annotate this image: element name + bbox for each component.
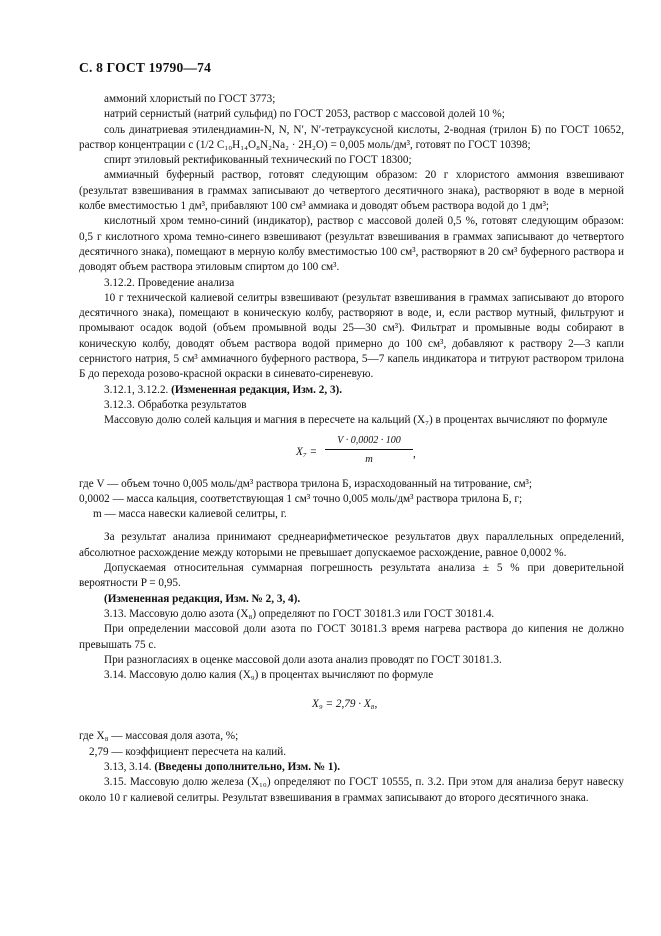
reagent-item: аммоний хлористый по ГОСТ 3773; (104, 93, 276, 105)
page-header: С. 8 ГОСТ 19790—74 (79, 60, 212, 75)
section-313: 3.13. Массовую долю азота (X₈) определяют по ГОСТ 30181.3 или ГОСТ 30181.4. (104, 607, 495, 620)
reagent-item: кислотный хром темно-синий (индикатор), раствор с массовой долей 0,5 %, готовят следующим образом: 0,5 г кислотного хрома темно-синего взвешивают (результат взвешивания в граммах записывают до четвертого десятичного знака), помещают в мерную колбу вместимостью 100 см³, растворяют в 20 см³ буферного раствора и доводят объем раствора этиловым спиртом до 100 см³. (79, 215, 624, 274)
section-313-c: При разногласиях в оценке массовой доли азота анализ проводят по ГОСТ 30181.3. (104, 653, 502, 666)
section-title-3122: 3.12.2. Проведение анализа (104, 276, 235, 289)
formula-fraction (325, 433, 413, 468)
where-line: 2,79 — коэффициент пересчета на калий. (89, 745, 287, 758)
edit-note-2: (Измененная редакция, Изм. № 2, 3, 4). (104, 592, 301, 605)
where-line: где V — объем точно 0,005 моль/дм³ раствора трилона Б, израсходованный на титрование, см³; (79, 477, 533, 490)
where-line: где X₈ — массовая доля азота, %; (79, 730, 239, 743)
reagent-item: натрий сернистый (натрий сульфид) по ГОСТ 2053, раствор с массовой долей 10 %; (104, 108, 505, 121)
section-title-3123: 3.12.3. Обработка результатов (104, 398, 247, 411)
formula-numerator: V · 0,0002 · 100 (325, 433, 413, 450)
formula-denominator: m (365, 453, 373, 465)
edit-note-prefix: 3.12.1, 3.12.2. (104, 383, 169, 396)
reagent-item: соль динатриевая этилендиамин-N, N, N′, N′-тетрауксусной кислоты, 2-водная (трилон Б) по ГОСТ 10652, раствор концентрации c (1/2 C₁₀H₁₄O₈N₂Na₂ · 2H₂O) = 0,005 моль/дм³, готовят по ГОСТ 10398; (79, 123, 624, 151)
formula-x9-text: X₉ = 2,79 · X₈, (312, 698, 378, 711)
document-body (79, 92, 624, 806)
formula-end: , (413, 447, 416, 460)
where-line: 0,0002 — масса кальция, соответствующая 1 см³ точно 0,005 моль/дм³ раствора трилона Б, г; (79, 492, 523, 505)
section-314: 3.14. Массовую долю калия (X₉) в процентах вычисляют по формуле (104, 669, 434, 682)
edit-note-prefix: 3.13, 3.14. (104, 760, 152, 773)
formula-x9 (79, 689, 624, 719)
formula-x7 (79, 433, 624, 471)
where-line: m — масса навески калиевой селитры, г. (93, 508, 287, 521)
formula-lhs: X₇ = (296, 445, 318, 458)
result-text: За результат анализа принимают среднеарифметическое результатов двух параллельных определений, абсолютное расхождение между которыми не превышает допускаемое расхождение, равное 0,0002 %. (79, 531, 624, 559)
reagent-item: аммиачный буферный раствор, готовят следующим образом: 20 г хлористого аммония взвешивают (результат взвешивания в граммах записывают до четвертого десятичного знака), растворяют в воде в мерной колбе вместимостью 1 дм³, прибавляют 100 см³ аммиака и доводят объем раствора водой до 1 дм³; (79, 169, 624, 213)
section-text-3122: 10 г технической калиевой селитры взвешивают (результат взвешивания в граммах записывают до второго десятичного знака), помещают в коническую колбу, растворяют в воде, и, если раствор мутный, фильтруют и промывают осадок водой (объем промывной воды 25—30 см³). Фильтрат и промывные воды собирают в коническую колбу, доводят объем раствора водой примерно до 100 см³, добавляют к раствору 2—3 капли сернистого натрия, 5 см³ аммиачного буферного раствора, 5—7 капель индикатора и титруют раствором трилона Б до перехода розово-красной окраски в синевато-сиреневую. (79, 291, 624, 381)
section-315: 3.15. Массовую долю железа (X₁₀) определяют по ГОСТ 10555, п. 3.2. При этом для анализа берут навеску около 10 г калиевой селитры. Результат взвешивания в граммах записывают до второго десятичного знака. (79, 776, 624, 804)
error-text: Допускаемая относительная суммарная погрешность результата анализа ± 5 % при доверительной вероятности P = 0,95. (79, 562, 624, 590)
edit-note-1 (79, 383, 624, 398)
edit-note-bold: (Введены дополнительно, Изм. № 1). (154, 760, 341, 773)
edit-note-bold: (Измененная редакция, Изм. 2, 3). (171, 383, 343, 396)
edit-note-3 (79, 760, 624, 775)
section-313-b: При определении массовой доли азота по ГОСТ 30181.3 время нагрева раствора до кипения не должно превышать 75 с. (79, 623, 624, 651)
reagent-item: спирт этиловый ректификованный технический по ГОСТ 18300; (104, 154, 412, 167)
section-text-3123: Массовую долю солей кальция и магния в пересчете на кальций (X₇) в процентах вычисляют по формуле (104, 414, 608, 427)
